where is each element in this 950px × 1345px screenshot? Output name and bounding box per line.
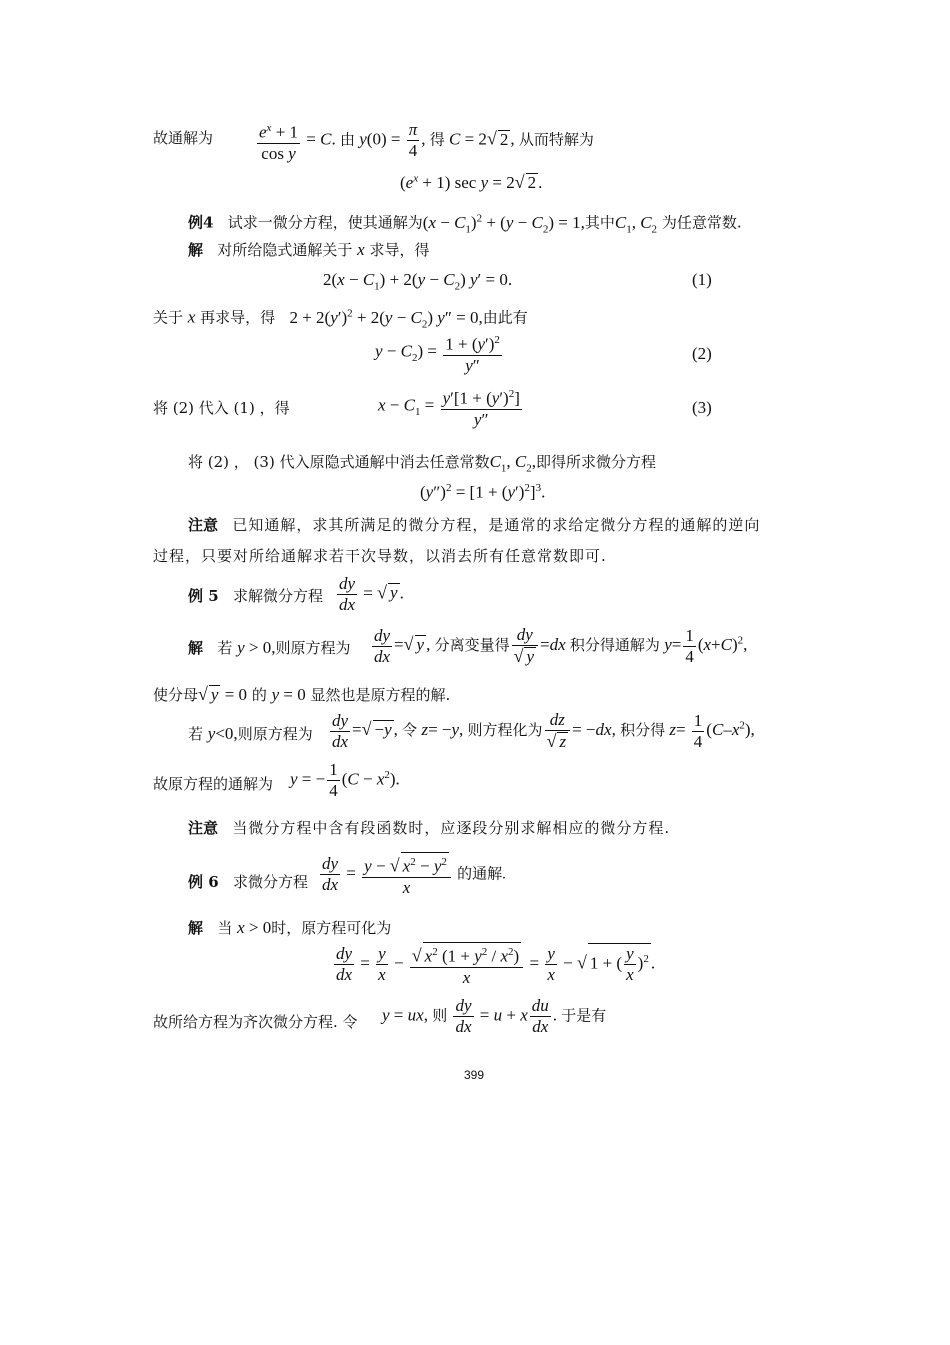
eq-general-solution: $\frac{e^x + 1}{\text{cos y}}$ = C. 由 y(0) = $\frac{\pi}{4}$ , 得 C = 2√ 2 , 从而特解为: [255, 118, 594, 164]
eq-solution-5-a: $\frac{dy}{dx}$ =√ y , 分离变量得 $\frac{dy}{√ y}$ =dx 积分得通解为 y= $\frac{1}{4}$ $(x+C)^2$,: [374, 625, 748, 666]
sol5-i: 则原方程为: [237, 725, 313, 743]
sol5-a: 若: [217, 639, 233, 657]
solution-5-line-3: 若 y<0,则原方程为: [188, 724, 313, 743]
again-text2: 再求导，得: [200, 308, 276, 327]
eq-particular-solution: $(e^x + 1)$ sec y = 2√ 2 .: [400, 172, 543, 192]
example-5-text: 求解微分方程: [232, 587, 323, 605]
sol6-b: 时，原方程可化为: [271, 919, 392, 937]
eq-solution-5-c: y = − $\frac{1}{4}$ $(C - x^2)$.: [290, 760, 400, 800]
sol5-b: 则原方程为: [275, 639, 351, 657]
eq-3-number: (3): [692, 398, 712, 417]
text-particular: 从而特解为: [518, 132, 594, 149]
example-6-label: 例 6: [188, 873, 219, 891]
sol6-c: 故所给方程为齐次微分方程. 令: [153, 1013, 358, 1031]
sol5-j: 令: [402, 722, 418, 739]
sol5-d: 积分得通解为: [569, 637, 660, 654]
example-4-where: 其中: [584, 213, 615, 232]
example-4-end: 为任意常数.: [661, 213, 742, 232]
eq-example-6: $\frac{dy}{dx}$ = $\frac{y - √ x^2 - y^2}{x}$ 的通解.: [318, 852, 506, 898]
eq-1: $2(x - C_1) + 2(y - C_2)$ y′ = 0.: [323, 270, 513, 293]
eq-result-4: $(y'')^2 = [1 + (y')^2]^3$.: [420, 482, 546, 502]
solution-5-line-1: 解 若 y > 0,则原方程为: [188, 638, 351, 657]
text-by: 由: [339, 132, 355, 149]
note-label-2: 注意: [188, 819, 219, 837]
example-4-text: 试求一微分方程，使其通解为: [227, 213, 423, 232]
text-get: 得: [429, 132, 445, 149]
note-1-line-a: [188, 515, 760, 535]
example-6-text: 求微分方程: [232, 873, 308, 891]
example-5-label: 例 5: [188, 587, 219, 605]
thus-text: 由此有: [482, 308, 528, 327]
note-label: 注意: [188, 516, 219, 534]
solution-label-5: 解: [188, 639, 204, 657]
text-substitute: 将 (2) 代入 (1) ，得: [153, 399, 290, 417]
page-number: 399: [464, 1068, 485, 1082]
eq-1-number: (1): [692, 270, 712, 289]
solution-5-line-4: [153, 774, 273, 794]
note-2: [188, 818, 670, 838]
sol5-l: 积分得: [620, 722, 666, 739]
solution-4-text2: 求导，得: [369, 241, 430, 259]
note-2-text: 当微分方程中含有段函数时，应逐段分别求解相应的微分方程.: [232, 819, 671, 837]
sol5-k: 则方程化为: [467, 722, 543, 739]
text-eliminate: 将 (2) ， (3) 代入原隐式通解中消去任意常数$C_1$, $C_2$,即得所求微分方程: [188, 452, 657, 475]
eq-2: $y - C_2$) = $\frac{1 + (y')^2}{y''}$: [375, 330, 504, 376]
solution-4-text: 对所给隐式通解关于: [217, 241, 353, 259]
solution-label: 解: [188, 241, 204, 259]
solution-6-line-1: 解 当 x > 0时，原方程可化为: [188, 918, 392, 937]
solution-6-line-2: [153, 1012, 358, 1032]
sol6-e: 于是有: [561, 1008, 607, 1025]
eq-2-number: (2): [692, 344, 712, 363]
eq-solution-6-a: $\frac{dy}{dx}$ = $\frac{y}{x}$ − $\frac{√ x^2 (1 + y^2 / x^2)}{x}$ = $\frac{y}{x}$ − √ 1 + ( $\frac{y}{x}$ )$^2$ .: [332, 942, 655, 988]
sol5-g: 显然也是原方程的解.: [310, 686, 451, 704]
example-6: [188, 872, 308, 892]
solution-label-6: 解: [188, 919, 204, 937]
eq-solution-5-b: $\frac{dy}{dx}$ =√ −y , 令 z= −y, 则方程化为 $\frac{dz}{√ z}$ = −dx, 积分得 z= $\frac{1}{4}$ $(C-x^2)$,: [332, 710, 755, 751]
note-1-a: 已知通解，求其所满足的微分方程，是通常的求给定微分方程的通解的逆向: [232, 516, 761, 534]
solution-5-line-2: 使分母√ y = 0 的 y = 0 显然也是原方程的解.: [153, 684, 451, 704]
sol5-m: 故原方程的通解为: [153, 775, 274, 793]
eq-example-5: $\frac{dy}{dx}$ = √ y .: [339, 574, 404, 614]
text-general-solution: 故通解为: [153, 129, 214, 147]
elim-text: 将 (2) ， (3) 代入原隐式通解中消去任意常数: [188, 453, 490, 471]
note-1-line-b: 过程，只要对所给通解求若干次导数，以消去所有任意常数即可.: [153, 547, 607, 565]
sol5-c: 分离变量得: [434, 637, 510, 654]
again-text: 关于: [153, 308, 184, 327]
solution-4-intro: 解 对所给隐式通解关于 x 求导，得: [188, 240, 430, 259]
sol6-d: 则: [432, 1008, 448, 1025]
sol5-f: 的: [251, 686, 267, 704]
sol5-e: 使分母: [153, 686, 199, 704]
sol6-a: 当: [217, 919, 233, 937]
example-5: [188, 586, 323, 606]
sol5-h: 若: [188, 725, 204, 743]
text-differentiate-again: 关于 x 再求导，得 $2 + 2(y')^2 + 2(y - C_2) y'' = 0$,由此有: [153, 307, 528, 331]
example-4-label: 例4: [188, 213, 214, 232]
eq-3: $x - C_1$ = $\frac{y'[1 + (y')^2]}{y''}$: [378, 384, 524, 430]
eq-solution-6-b: y = ux, 则 $\frac{dy}{dx}$ = u + x $\frac{du}{dx}$ . 于是有: [382, 996, 607, 1036]
example-4: 例4 试求一微分方程，使其通解为$(x - C_1)^2 + (y - C_2) = 1$,其中$C_1$, $C_2$ 为任意常数.: [188, 212, 742, 236]
example-6-end: 的通解.: [457, 866, 506, 883]
elim-end: 即得所求微分方程: [536, 453, 657, 471]
